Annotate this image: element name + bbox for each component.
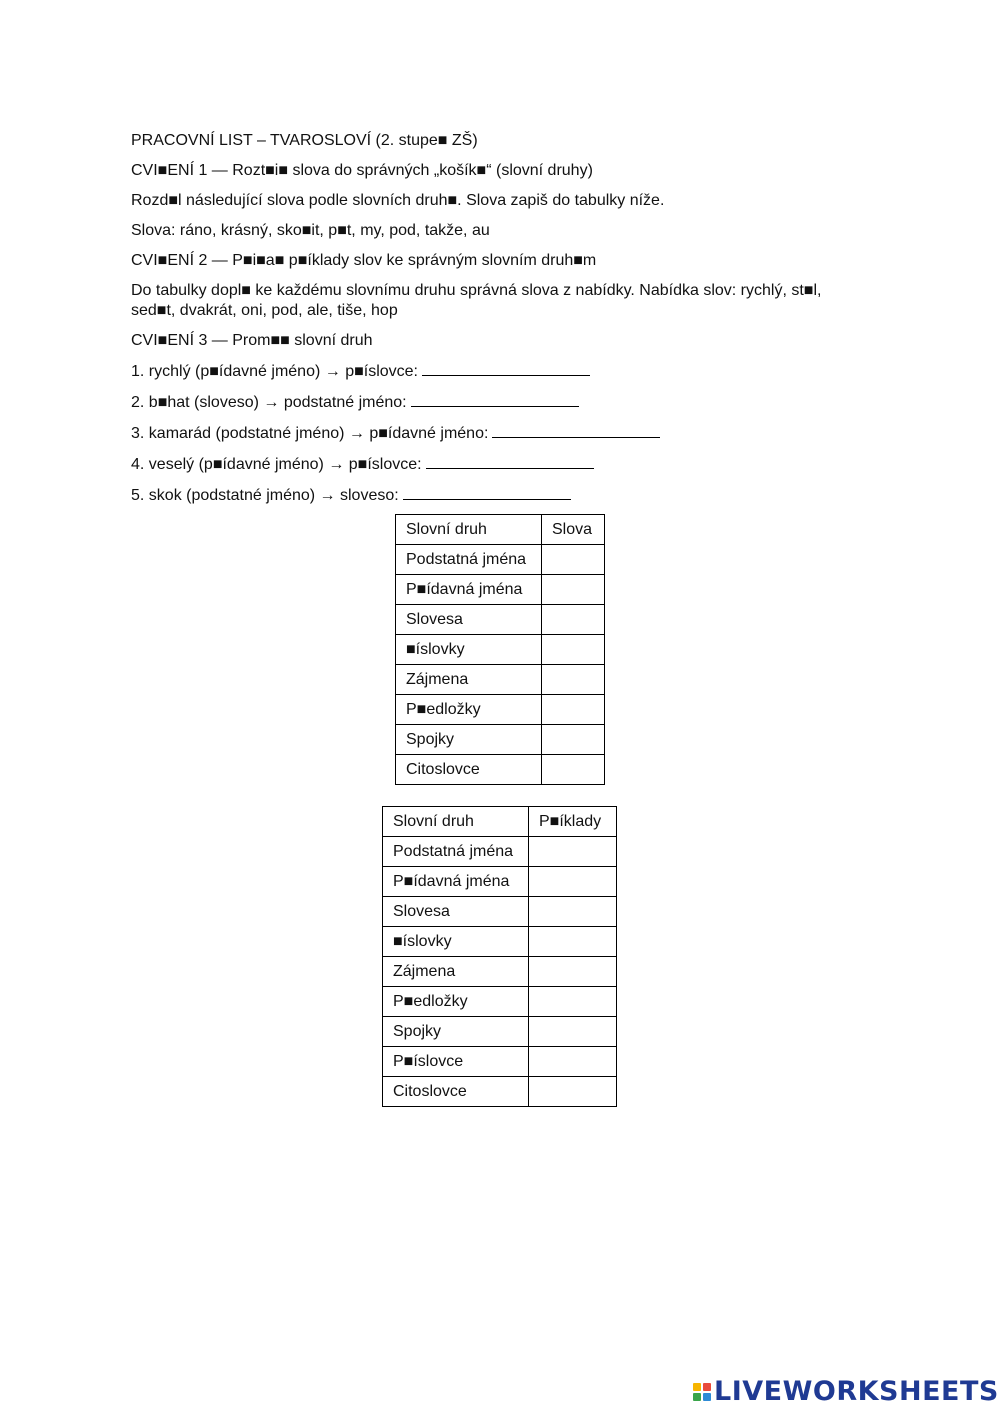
word-examples-table <box>382 806 617 1107</box>
exercise-3-heading: CVI■ENÍ 3 — Prom■■ slovní druh <box>131 332 373 349</box>
table-row <box>396 755 605 785</box>
answer-cell[interactable] <box>542 695 605 725</box>
exercise-1-instruction: Rozd■l následující slova podle slovních druh■. Slova zapiš do tabulky níže. <box>131 192 665 209</box>
answer-blank[interactable] <box>492 423 660 438</box>
table-row <box>396 605 605 635</box>
logo-square <box>703 1393 711 1401</box>
word-class-cell: Spojky <box>396 725 542 755</box>
exercise-1-heading: CVI■ENÍ 1 — Rozt■i■ slova do správných „košík■“ (slovní druhy) <box>131 162 593 179</box>
exercise-3-item <box>131 361 871 382</box>
table-header-cell: Slovní druh <box>396 515 542 545</box>
liveworksheets-logo-text: LIVEWORKSHEETS <box>714 1376 999 1407</box>
answer-cell[interactable] <box>529 957 617 987</box>
table-row <box>383 927 617 957</box>
table-row <box>396 695 605 725</box>
word-class-cell: Slovesa <box>396 605 542 635</box>
exercise-2-instruction-line2: sed■t, dvakrát, oni, pod, ale, tiše, hop <box>131 302 398 319</box>
answer-cell[interactable] <box>542 605 605 635</box>
answer-cell[interactable] <box>529 897 617 927</box>
answer-cell[interactable] <box>529 987 617 1017</box>
answer-cell[interactable] <box>529 927 617 957</box>
word-class-cell: P■edložky <box>383 987 529 1017</box>
answer-cell[interactable] <box>529 837 617 867</box>
word-class-cell: Podstatná jména <box>383 837 529 867</box>
worksheet-title: PRACOVNÍ LIST – TVAROSLOVÍ (2. stupe■ ZŠ) <box>131 132 478 149</box>
exercise-3-item-text: 2. b■hat (sloveso) → podstatné jméno: <box>131 394 407 411</box>
word-class-cell: ■íslovky <box>396 635 542 665</box>
answer-cell[interactable] <box>542 725 605 755</box>
word-class-cell: Podstatná jména <box>396 545 542 575</box>
answer-blank[interactable] <box>422 361 590 376</box>
word-class-cell: ■íslovky <box>383 927 529 957</box>
table-header-cell: P■íklady <box>529 807 617 837</box>
word-class-cell: Citoslovce <box>396 755 542 785</box>
table-header-row <box>383 807 617 837</box>
table-row <box>396 575 605 605</box>
answer-cell[interactable] <box>529 1077 617 1107</box>
table-header-row <box>396 515 605 545</box>
table-row <box>383 1017 617 1047</box>
answer-cell[interactable] <box>529 1017 617 1047</box>
table-row <box>383 987 617 1017</box>
exercise-3-item <box>131 392 871 413</box>
table-row <box>383 1047 617 1077</box>
exercise-3-item-text: 5. skok (podstatné jméno) → sloveso: <box>131 487 399 504</box>
table-row <box>383 867 617 897</box>
word-class-cell: P■íslovce <box>383 1047 529 1077</box>
answer-cell[interactable] <box>529 867 617 897</box>
exercise-3-item-text: 4. veselý (p■ídavné jméno) → p■íslovce: <box>131 456 422 473</box>
answer-cell[interactable] <box>542 635 605 665</box>
word-class-cell: P■ídavná jména <box>383 867 529 897</box>
answer-cell[interactable] <box>542 575 605 605</box>
table-row <box>383 837 617 867</box>
answer-cell[interactable] <box>529 1047 617 1077</box>
logo-square <box>693 1383 701 1391</box>
word-class-cell: P■edložky <box>396 695 542 725</box>
exercise-2-instruction <box>131 281 871 321</box>
table-row <box>396 725 605 755</box>
answer-cell[interactable] <box>542 545 605 575</box>
word-class-cell: Citoslovce <box>383 1077 529 1107</box>
answer-blank[interactable] <box>403 485 571 500</box>
exercise-3-item <box>131 423 871 444</box>
word-class-cell: Zájmena <box>383 957 529 987</box>
word-class-cell: P■ídavná jména <box>396 575 542 605</box>
exercise-2-instruction-line1: Do tabulky dopl■ ke každému slovnímu druhu správná slova z nabídky. Nabídka slov: rychlý, st■l, <box>131 282 822 299</box>
exercise-3-item-text: 3. kamarád (podstatné jméno) → p■ídavné jméno: <box>131 425 489 442</box>
exercise-3-item <box>131 454 871 475</box>
word-class-cell: Spojky <box>383 1017 529 1047</box>
table-row <box>396 635 605 665</box>
worksheet-content <box>131 131 871 516</box>
answer-cell[interactable] <box>542 755 605 785</box>
liveworksheets-logo-icon <box>693 1383 711 1401</box>
exercise-2-heading: CVI■ENÍ 2 — P■i■a■ p■íklady slov ke správným slovním druh■m <box>131 252 597 269</box>
table-header-cell: Slova <box>542 515 605 545</box>
exercise-1-words: Slova: ráno, krásný, sko■it, p■t, my, pod, takže, au <box>131 222 490 239</box>
logo-square <box>703 1383 711 1391</box>
answer-cell[interactable] <box>542 665 605 695</box>
word-class-cell: Slovesa <box>383 897 529 927</box>
word-classes-table <box>395 514 605 785</box>
liveworksheets-logo <box>693 1376 999 1407</box>
table-header-cell: Slovní druh <box>383 807 529 837</box>
table-row <box>396 665 605 695</box>
table-row <box>396 545 605 575</box>
answer-blank[interactable] <box>426 454 594 469</box>
table-row <box>383 1077 617 1107</box>
answer-blank[interactable] <box>411 392 579 407</box>
exercise-3-item <box>131 485 871 506</box>
table-row <box>383 957 617 987</box>
exercise-3-item-text: 1. rychlý (p■ídavné jméno) → p■íslovce: <box>131 363 418 380</box>
table-row <box>383 897 617 927</box>
logo-square <box>693 1393 701 1401</box>
word-class-cell: Zájmena <box>396 665 542 695</box>
